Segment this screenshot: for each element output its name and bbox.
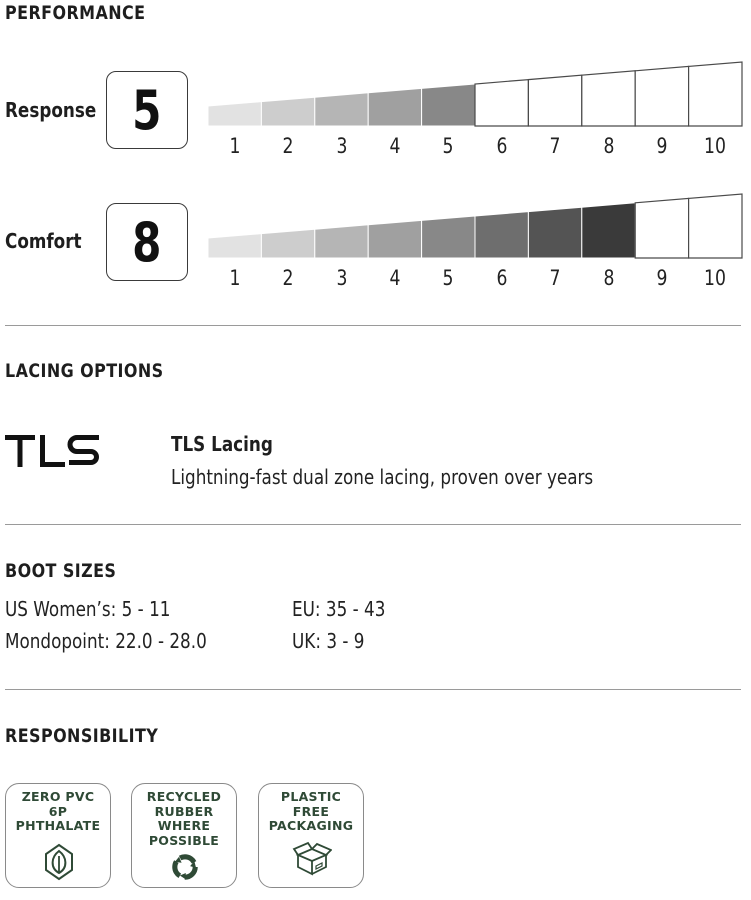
badge-text: PLASTIC FREE PACKAGING xyxy=(268,789,354,833)
badge-zero-pvc xyxy=(5,783,111,888)
badge-recycled-rubber xyxy=(131,783,237,888)
badge-text: ZERO PVC 6P PHTHALATE xyxy=(15,789,101,833)
scale-tick-label: 2 xyxy=(282,266,294,290)
badge-plastic-free xyxy=(258,783,364,888)
scale-tick-label: 4 xyxy=(389,134,401,158)
us-womens-size: US Women’s: 5 - 11 xyxy=(5,597,171,621)
scale-segment-6 xyxy=(475,80,528,126)
scale-tick-label: 9 xyxy=(656,134,668,158)
comfort-label: Comfort xyxy=(5,229,82,253)
leaf-icon xyxy=(39,842,79,882)
scale-tick-label: 3 xyxy=(336,134,347,158)
scale-segment-9 xyxy=(635,66,688,126)
scale-tick-label: 6 xyxy=(496,266,508,290)
badge-text: RECYCLED RUBBER WHERE POSSIBLE xyxy=(146,789,222,848)
comfort-value-box xyxy=(106,203,188,281)
response-value-box xyxy=(106,71,188,149)
scale-tick-label: 10 xyxy=(704,134,727,158)
scale-segment-10 xyxy=(689,194,742,258)
response-scale xyxy=(200,58,745,130)
responsibility-title: RESPONSIBILITY xyxy=(5,725,159,747)
boot-sizes-title: BOOT SIZES xyxy=(5,560,117,582)
scale-segment-2 xyxy=(261,229,314,258)
scale-tick-label: 1 xyxy=(229,266,241,290)
scale-segment-7 xyxy=(528,207,581,258)
scale-tick-label: 9 xyxy=(656,266,668,290)
recycle-icon xyxy=(168,850,202,884)
mondopoint-size: Mondopoint: 22.0 - 28.0 xyxy=(5,629,207,653)
scale-tick-label: 1 xyxy=(229,134,241,158)
response-value: 5 xyxy=(132,78,162,142)
scale-tick-label: 5 xyxy=(442,134,454,158)
box-icon xyxy=(292,838,332,878)
scale-segment-8 xyxy=(582,203,635,258)
comfort-value: 8 xyxy=(132,210,162,274)
scale-segment-7 xyxy=(528,75,581,126)
scale-tick-label: 4 xyxy=(389,266,401,290)
comfort-scale xyxy=(200,190,745,262)
scale-segment-4 xyxy=(368,88,421,126)
scale-tick-label: 5 xyxy=(442,266,454,290)
lacing-options-title: LACING OPTIONS xyxy=(5,360,164,382)
tls-logo xyxy=(5,433,101,469)
scale-segment-9 xyxy=(635,198,688,258)
scale-segment-3 xyxy=(315,225,368,258)
scale-tick-label: 7 xyxy=(549,134,561,158)
scale-tick-label: 10 xyxy=(704,266,727,290)
scale-segment-8 xyxy=(582,71,635,126)
scale-segment-3 xyxy=(315,93,368,126)
divider xyxy=(5,689,741,690)
scale-tick-label: 3 xyxy=(336,266,347,290)
scale-segment-1 xyxy=(208,234,261,258)
scale-tick-label: 8 xyxy=(603,134,614,158)
scale-tick-label: 8 xyxy=(603,266,614,290)
scale-tick-label: 7 xyxy=(549,266,561,290)
scale-segment-10 xyxy=(689,62,742,126)
eu-size: EU: 35 - 43 xyxy=(292,597,386,621)
response-label: Response xyxy=(5,98,97,122)
divider xyxy=(5,524,741,525)
scale-segment-4 xyxy=(368,220,421,258)
scale-segment-5 xyxy=(422,84,475,126)
performance-title: PERFORMANCE xyxy=(5,2,146,24)
divider xyxy=(5,325,741,326)
lacing-description: Lightning-fast dual zone lacing, proven over years xyxy=(171,465,594,489)
lacing-name: TLS Lacing xyxy=(171,432,273,456)
uk-size: UK: 3 - 9 xyxy=(292,629,365,653)
scale-tick-label: 6 xyxy=(496,134,508,158)
scale-segment-5 xyxy=(422,216,475,258)
scale-segment-6 xyxy=(475,212,528,258)
scale-segment-1 xyxy=(208,102,261,126)
scale-segment-2 xyxy=(261,97,314,126)
scale-tick-label: 2 xyxy=(282,134,294,158)
